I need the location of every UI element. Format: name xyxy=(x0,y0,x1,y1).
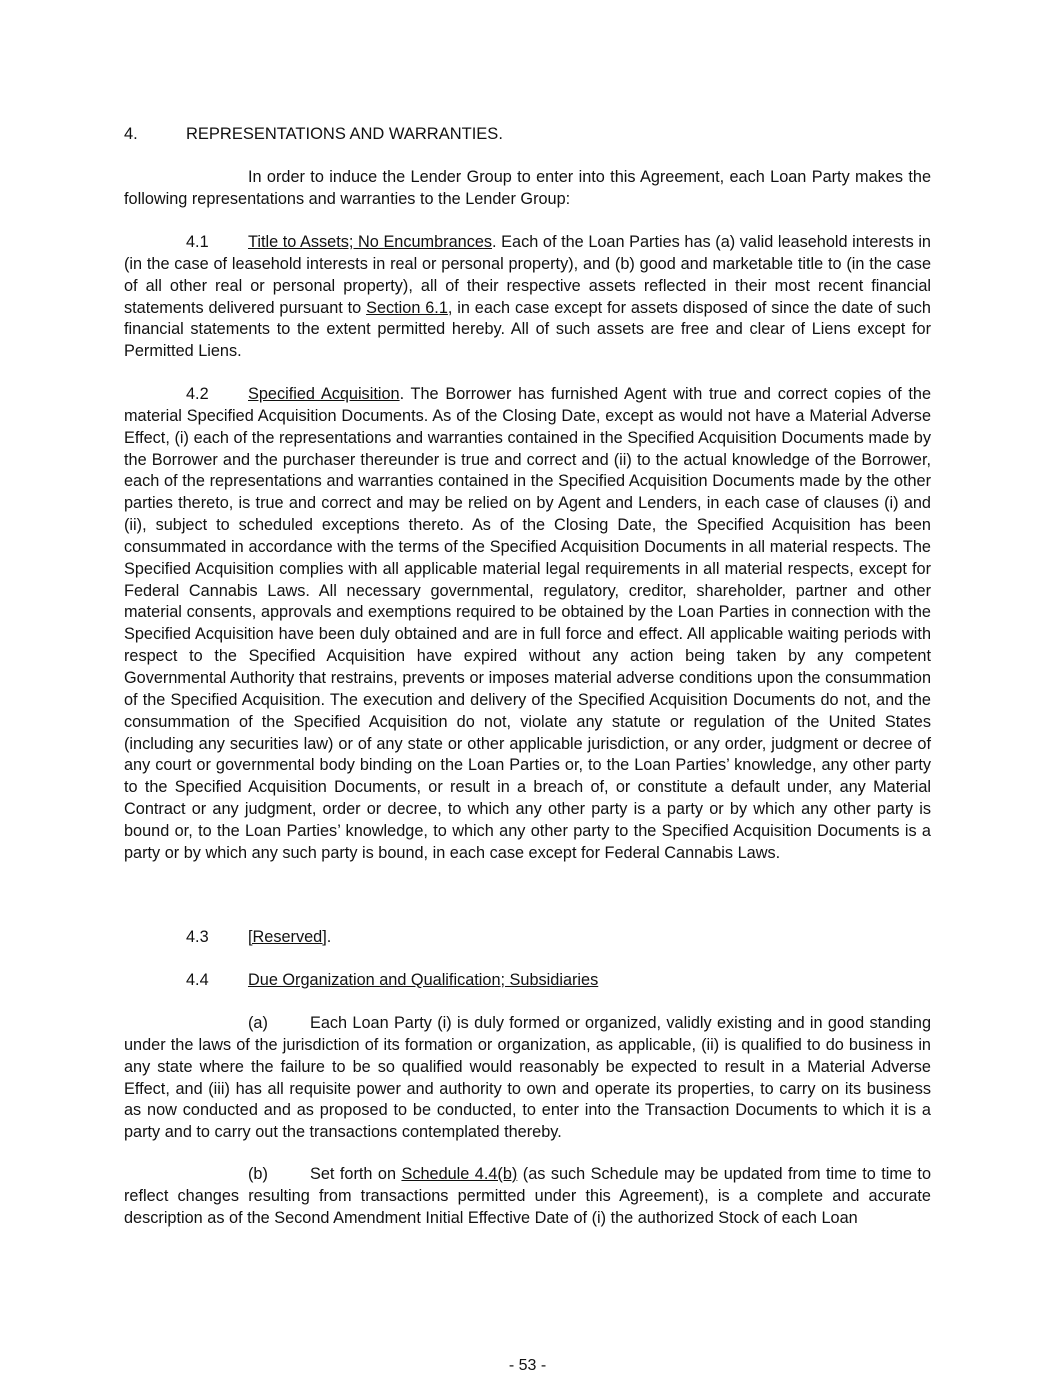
intro-paragraph: In order to induce the Lender Group to enter into this Agreement, each Loan Party makes the following representations and warranties to the Lender Group: xyxy=(124,168,931,208)
section-4-2-text: . The Borrower has furnished Agent with true and correct copies of the material Specified Acquisition Documents. As of the Closing Date, except as would not have a Material Adverse Effect, (i) each of the representations and warranties contained in the Specified Acquisition Documents made by the Borrower and the purchaser thereunder is true and correct and (ii) to the actual knowledge of the Borrower, each of the representations and warranties contained in the Specified Acquisition Documents made by the other parties thereto, is true and correct and may be relied on by Agent and Lenders, in each case of clauses (i) and (ii), subject to scheduled exceptions thereto. As of the Closing Date, the Specified Acquisition has been consummated in accordance with the terms of the Specified Acquisition Documents in all material respects. The Specified Acquisition complies with all applicable material legal requirements in all material respects, except for Federal Cannabis Laws. All necessary governmental, regulatory, creditor, shareholder, partner and other material consents, approvals and exemptions required to be obtained by the Loan Parties in connection with the Specified Acquisition have been duly obtained and are in full force and effect. All applicable waiting periods with respect to the Specified Acquisition have expired without any action being taken by any competent Governmental Authority that restrains, prevents or imposes material adverse conditions upon the consummation of the Specified Acquisition. The execution and delivery of the Specified Acquisition Documents do not, and the consummation of the Specified Acquisition do not, violate any statute or regulation of the United States (including any securities law) or of any state or other applicable jurisdiction, or any order, judgment or decree of any court or governmental body binding on the Loan Parties or, to the Loan Parties’ knowledge, any other party to the Specified Acquisition Documents, or result in a breach of, or constitute a default under, any Material Contract or any judgment, order or decree, to which any other party is a party or by which any other party is bound or, to the Loan Parties’ knowledge, to which any other party to the Specified Acquisition Documents is a party or by which any such party is bound, in each case except for Federal Cannabis Laws. xyxy=(124,385,931,862)
clause-a-text: Each Loan Party (i) is duly formed or organized, validly existing and in good standing under the laws of the jurisdiction of its formation or organization, as applicable, (ii) is qualified to do business in any state where the failure to be so qualified would reasonably be expected to result in a Material Adverse Effect, and (iii) has all requisite power and authority to own and operate its properties, to carry on its business as now conducted and as proposed to be conducted, to enter into the Transaction Documents to which it is a party and to carry out the transactions contemplated thereby. xyxy=(124,1014,931,1142)
section-title: REPRESENTATIONS AND WARRANTIES. xyxy=(186,125,503,143)
page-number: - 53 - xyxy=(508,1357,547,1374)
section-4-4-title: Due Organization and Qualification; Subsidiaries xyxy=(248,971,599,989)
section-4-3-text: . xyxy=(326,928,332,946)
clause-b-text: (as such Schedule may be updated from time to time to reflect changes resulting from transactions permitted under this Agreement), is a complete and accurate description as of the Second Amendment Initial Effective Date of (i) the authorized Stock of each Loan xyxy=(124,1165,932,1227)
section-4-2-title: Specified Acquisition xyxy=(248,385,400,403)
section-4-1-title: Title to Assets; No Encumbrances xyxy=(248,233,493,251)
section-4-3 xyxy=(124,927,931,949)
clause-a-label: (a) xyxy=(248,1014,268,1032)
section-number: 4. xyxy=(124,125,138,143)
section-6-1-reference: Section 6.1 xyxy=(366,298,448,317)
section-4-4-b xyxy=(124,1164,931,1230)
clause-b-label: (b) xyxy=(248,1165,268,1183)
schedule-4-4-b-reference: Schedule 4.4(b) xyxy=(401,1165,518,1183)
section-4-4-a xyxy=(124,1013,931,1144)
section-4-1-text-a: . Each of the Loan Parties has (a) valid leasehold interests in (in the case of leasehold interests in real or personal property), and (b) good and marketable title to (in the case of all other real or personal property), all of their respective assets reflected in their most recent financial statements delivered pursuant to xyxy=(124,233,931,317)
section-4-4-number: 4.4 xyxy=(186,971,209,989)
section-4-2 xyxy=(124,384,931,865)
clause-b-text-pre: Set forth on xyxy=(310,1165,402,1183)
section-4-1-text-b: , in each case except for assets disposed of since the date of such financial statements to the extent permitted hereby. All of such assets are free and clear of Liens except for Permitted Liens. xyxy=(124,298,931,361)
section-4-3-title: [Reserved] xyxy=(248,928,327,946)
section-4-1-number: 4.1 xyxy=(186,233,209,251)
section-4-2-number: 4.2 xyxy=(186,385,209,403)
section-4-3-number: 4.3 xyxy=(186,928,209,946)
section-heading xyxy=(124,124,503,146)
section-4-4 xyxy=(124,970,931,992)
section-4-1 xyxy=(124,232,931,363)
